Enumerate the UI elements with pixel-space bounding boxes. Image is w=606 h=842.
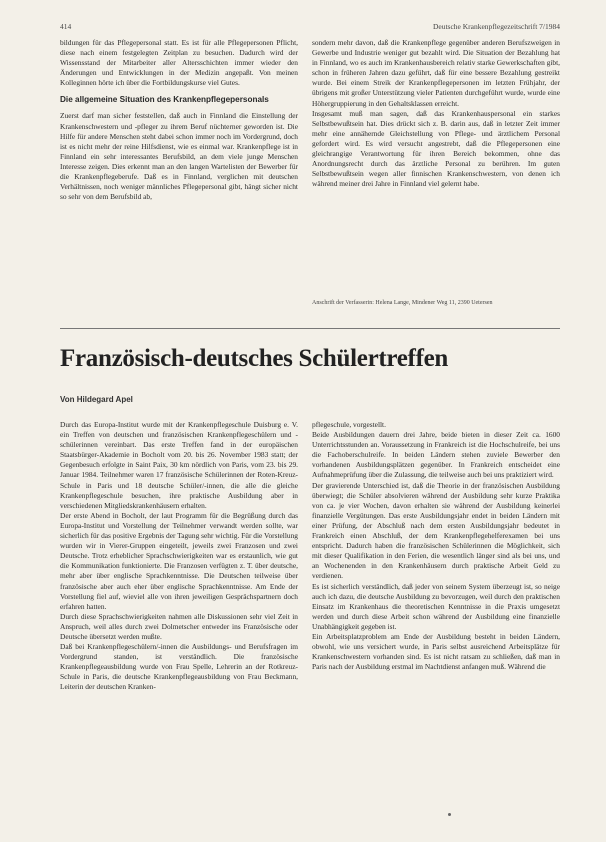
body-paragraph: Es ist sicherlich verständlich, daß jeder von seinem System überzeugt ist, so neige auch ich dazu, die deutsche Ausbildung zu bevorzugen, weil durch den praktischen Einsatz im Krankenhaus die theoretischen Kenntnisse in die Praxis umgesetzt werden und durch diese Arbeit schon während der Ausbildung eine finanzielle Unabhängigkeit gegeben ist. — [312, 581, 560, 631]
body-paragraph: Der gravierende Unterschied ist, daß die Theorie in der französischen Ausbildung überwiegt; die Schüler absolvieren während der Ausbildung sehr kurze Praktika von ca. je vier Wochen, davon erhalten sie während der Ausbildung keinerlei finanzielle Vergütungen. Das erste Ausbildungsjahr endet in beiden Ländern mit einer Prüfung, der Abschluß nach dem ersten Ausbildungsjahr bedeutet in Frankreich einen Abschluß, der dem Krankenpflegehelferexamen bei uns entspricht. Dadurch haben die französischen Schülerinnen die Möglichkeit, sich mit dieser Qualifikation in den Ferien, die wesentlich länger sind als bei uns, und an Wochenenden in den Krankenhäusern durch praktische Arbeit Geld zu verdienen. — [312, 480, 560, 581]
body-paragraph: Beide Ausbildungen dauern drei Jahre, beide bieten in dieser Zeit ca. 1600 Unterrichtsstunden an. Voraussetzung in Frankreich ist die Hochschulreife, bei uns die Fachoberschulreife. In beiden Ländern stehen zuviele Bewerber den vorhandenen Ausbildungsplätzen gegenüber. In Frankreich entscheidet eine Aufnahmeprüfung über die Zulassung, die teilweise auch bei uns praktiziert wird. — [312, 430, 560, 480]
body-paragraph: sondern mehr davon, daß die Krankenpflege gegenüber anderen Berufszweigen in Gewerbe und Industrie weniger gut bezahlt wird. Die Situation der Bezahlung hat in Finnland, wo es auch im Krankenhausbereich relativ starke Gewerkschaften gibt, schon in früheren Jahren dazu geführt, daß für eine bessere Bezahlung gestreikt wurde. Bei einem Streik der Krankenpflegepersonen im letzten Frühjahr, der übrigens mit großer Unterstützung vieler Patienten durchgeführt wurde, wurde eine Höhergruppierung in den Gehaltsklassen erreicht. — [312, 38, 560, 108]
upper-left-column — [60, 38, 298, 316]
page-number: 414 — [60, 22, 72, 31]
body-paragraph: pflegeschule, vorgestellt. — [312, 420, 386, 429]
article-right-column — [312, 420, 560, 800]
journal-title: Deutsche Krankenpflegezeitschrift 7/1984 — [432, 22, 560, 31]
article-title: Französisch-deutsches Schülertreffen — [60, 345, 448, 372]
article-left-column — [60, 420, 298, 828]
running-header — [60, 22, 560, 34]
body-paragraph: Insgesamt muß man sagen, daß das Krankenhauspersonal ein starkes Selbstbewußtsein hat. Dies drückt sich z. B. darin aus, daß in letzter Zeit immer mehr eine annähernde Gleichstellung von Pflege- und ärztlichem Personal gefordert wird. Es wird versucht angestrebt, daß die Pflegepersonen eine gleichrangige Verantwortung für ihren Bereich bekommen, ohne das Anordnungsrecht durch das ärztliche Personal zu berühren. Im guten Selbstbewußtsein wegen aller finnischen Krankenschwestern, von denen ich während meiner drei Jahre in Finnland viel gelernt habe. — [312, 108, 560, 189]
section-divider — [60, 328, 560, 329]
body-paragraph: Daß bei Krankenpflegeschülern/-innen die Ausbildungs- und Berufsfragen im Vordergrund standen, ist verständlich. Die französische Krankenpflegeausbildung wurde von Frau Spelle, Lehrerin an der Rotkreuz-Schule in Paris, die deutsche Krankenpflegeausbildung von Frau Beckmann, Leiterin der deutschen Kranken- — [60, 642, 298, 692]
article-author: Von Hildegard Apel — [60, 395, 133, 404]
body-paragraph: Durch das Europa-Institut wurde mit der Krankenpflegeschule Duisburg e. V. ein Treffen von deutschen und französischen Krankenpflegeschülern und -schülerinnen vereinbart. Das erste Treffen fand in der europäischen Staatsbürger-Akademie in Bocholt vom 20. bis 26. November 1983 statt; der Gegenbesuch erfolgte in Saint Paix, 30 km nördlich von Paris, vom 23. bis 29. Januar 1984. Teilnehmer waren 17 französische Schülerinnen der Roten-Kreuz-Schule in Paris und 18 deutsche Schüler/-innen, die alle die gleiche Krankenpflegeschule besuchen, ihre praktische Ausbildung aber in verschiedenen Mitgliedskrankenhäusern erhalten. — [60, 420, 298, 510]
page-speck — [448, 813, 451, 816]
body-paragraph: Durch diese Sprachschwierigkeiten nahmen alle Diskussionen sehr viel Zeit in Anspruch, weil alles durch zwei Dolmetscher entweder ins Französische oder Deutsche übersetzt werden mußte. — [60, 611, 298, 641]
body-paragraph: Ein Arbeitsplatzproblem am Ende der Ausbildung besteht in beiden Ländern, obwohl, wie uns versichert wurde, in Paris selbst ausreichend Arbeitsplätze für Krankenschwestern vorhanden sind. Es ist nicht ratsam zu schließen, daß man in Paris nach der Ausbildung erstmal im Nachtdienst anfangen muß. Während die — [312, 631, 560, 672]
intro-paragraph: bildungen für das Pflegepersonal statt. Es ist für alle Pflegepersonen Pflicht, diese nach einem festgelegten Zeitplan zu besuchen. Dadurch wird der Wissensstand der Mitarbeiter aller Altersschichten immer wieder den Änderungen und Entwicklungen in der Medizin angepaßt. Von meinen Kolleginnen hörte ich über die Fortbildungskurse viel Gutes. — [60, 38, 298, 88]
body-paragraph: Zuerst darf man sicher feststellen, daß auch in Finnland die Einstellung der Krankenschwestern und -pfleger zu ihrem Beruf nüchterner geworden ist. Die Hilfe für andere Menschen steht dabei schon immer noch im Vordergrund, doch ist es nicht mehr der reine Hilfsdienst, wie es einmal war. Krankenpflege ist in Finnland ein sehr interessantes Berufsbild, an dem viele junge Menschen Interesse zeigen. Dies erkennt man an den langen Wartelisten der Bewerber für die Krankenpflegeberufe. Daß es in Finnland, verglichen mit deutschen Verhältnissen, noch weniger männliches Pflegepersonal gibt, hängt sicher nicht so sehr von dem Berufsbild ab, — [60, 111, 298, 202]
section-heading: Die allgemeine Situation des Krankenpflegepersonals — [60, 95, 269, 105]
author-address: Anschrift der Verfasserin: Helena Lange, Mindener Weg 11, 2390 Uetersen — [312, 300, 493, 306]
upper-right-column — [312, 38, 560, 288]
body-paragraph: Der erste Abend in Bocholt, der laut Programm für die Begrüßung durch das Europa-Institut und Vorstellung der Teilnehmer verwandt werden sollte, war sicherlich für das positive Ergebnis der Tagung sehr wichtig. Für die Vorstellung wurden wir in Vierer-Gruppen eingeteilt, jeweils zwei Franzosen und zwei Deutsche. Trotz erheblicher Sprachschwierigkeiten war es erstaunlich, wie gut die Kommunikation funktionierte. Die Franzosen verfügten z. T. über deutsche, mehr aber über englische Sprachkenntnisse. Die Deutschen teilweise über französische aber auch eher über englische Sprachkenntnisse. Am Ende der Vorstellung fiel auf, wieviel alle von ihren jeweiligen Gesprächspartnern doch erfahren hatten. — [60, 510, 298, 611]
